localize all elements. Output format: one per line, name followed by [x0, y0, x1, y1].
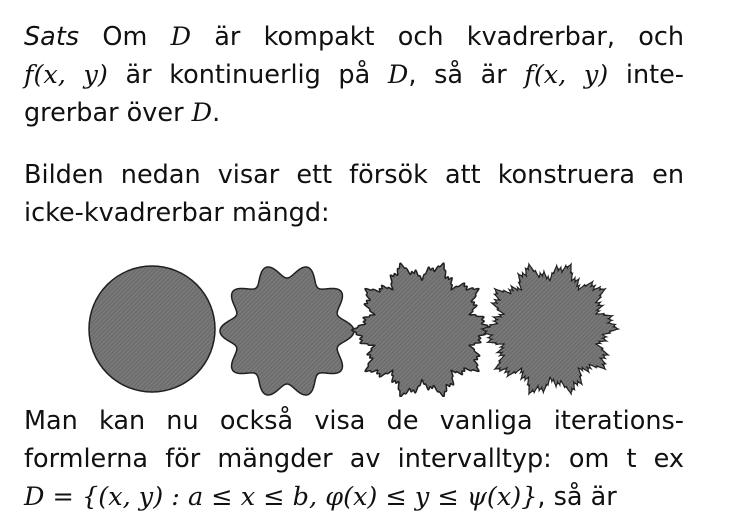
- shape-fractal-star-fine: [482, 264, 619, 394]
- math-set-d: D: [170, 22, 192, 52]
- theorem-paragraph: [24, 18, 684, 132]
- theorem-text: Om: [102, 22, 148, 52]
- iteration-line-3: [24, 478, 684, 516]
- iteration-paragraph: [24, 402, 684, 516]
- math-formula: D = {(x, y) : a ≤ x ≤ b, φ(x) ≤ y ≤ ψ(x)}: [24, 482, 538, 512]
- intro-line-2: icke-kvadrerbar mängd:: [24, 198, 330, 228]
- intro-paragraph: [24, 156, 684, 232]
- intro-line-1: Bilden nedan visar ett försök att konstruera en: [24, 160, 684, 190]
- theorem-text: , så är: [408, 60, 507, 90]
- math-set-d: D: [387, 60, 409, 90]
- shape-wavy-star: [220, 267, 354, 395]
- theorem-text: inte-: [625, 60, 685, 90]
- theorem-text: grerbar över: [24, 98, 184, 128]
- theorem-text: .: [212, 98, 221, 128]
- fractal-figure: [86, 262, 626, 397]
- math-function: f(x, y): [24, 60, 108, 90]
- theorem-line-3: [24, 94, 684, 132]
- theorem-line-2: [24, 56, 684, 94]
- shape-circle: [89, 266, 215, 392]
- math-set-d: D: [191, 98, 213, 128]
- theorem-text: är kompakt och kvadrerbar, och: [214, 22, 685, 52]
- iteration-line-1: Man kan nu också visa de vanliga iterations-: [24, 406, 684, 436]
- iteration-text: , så är: [537, 482, 617, 512]
- theorem-text: är kontinuerlig på: [125, 60, 371, 90]
- math-function: f(x, y): [524, 60, 609, 90]
- theorem-line-1: [24, 18, 684, 56]
- shape-fractal-star: [352, 263, 492, 397]
- iteration-line-2: formlerna för mängder av intervalltyp: om t ex: [24, 444, 684, 474]
- theorem-label: Sats: [24, 22, 80, 52]
